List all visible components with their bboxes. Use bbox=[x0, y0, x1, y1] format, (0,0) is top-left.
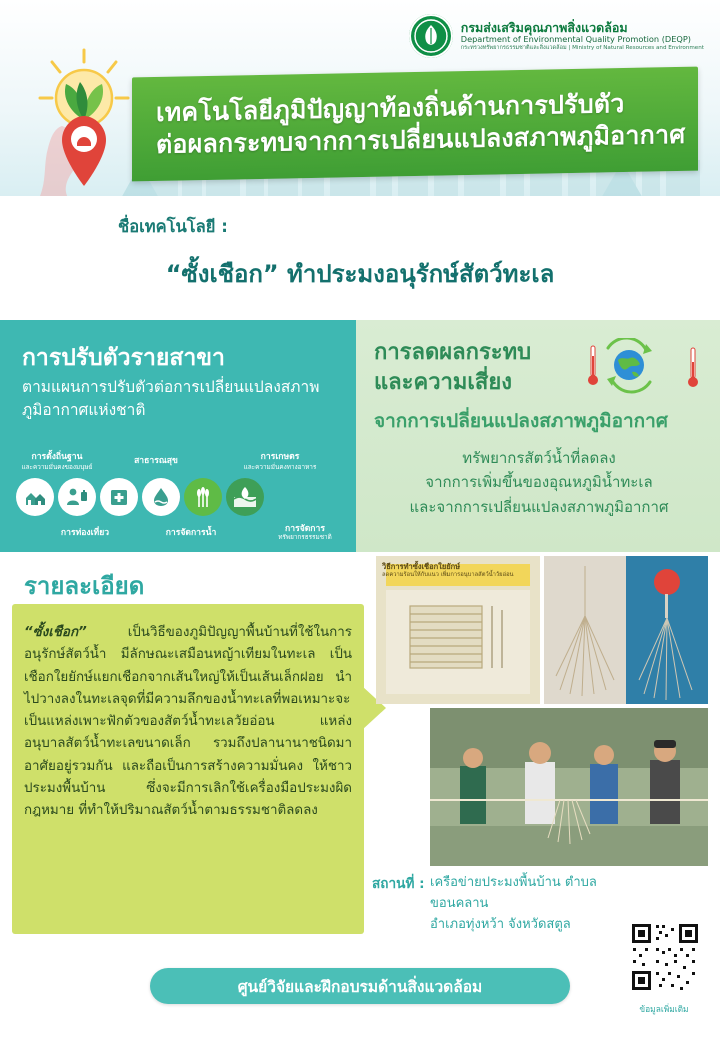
impact-title-line-2: และความเสี่ยง bbox=[374, 369, 512, 395]
qr-code-icon bbox=[629, 921, 701, 993]
impact-panel-body bbox=[374, 446, 704, 519]
detail-body bbox=[24, 622, 352, 822]
settlement-icon[interactable] bbox=[16, 478, 54, 516]
impact-body-line-3: และจากการเปลี่ยนแปลงสภาพภูมิอากาศ bbox=[409, 497, 669, 516]
natural-resource-icon[interactable] bbox=[226, 478, 264, 516]
sector-head-agriculture: การเกษตร และความมั่นคงทางอาหาร bbox=[243, 452, 317, 471]
location-label: สถานที่ : bbox=[372, 876, 425, 892]
header-band bbox=[0, 0, 720, 200]
impact-body-line-1: ทรัพยากรสัตว์น้ำที่ลดลง bbox=[462, 449, 616, 467]
diagram-photo bbox=[376, 556, 540, 704]
earth-climate-icon bbox=[602, 338, 658, 394]
idea-bulb-icon bbox=[22, 42, 142, 192]
icon-caption-natural-resource: การจัดการ ทรัพยากรธรรมชาติ bbox=[278, 524, 332, 542]
technology-name-block bbox=[0, 196, 720, 320]
qr-code[interactable] bbox=[626, 918, 704, 996]
organization-logo bbox=[409, 14, 704, 58]
bottom-strip bbox=[0, 1018, 720, 1040]
org-ministry: กระทรวงทรัพยากรธรรมชาติและสิ่งแวดล้อม | Ministry of Natural Resources and Environment bbox=[460, 44, 704, 51]
icon-caption-water: การจัดการน้ำ bbox=[165, 528, 217, 538]
location-line-1: เครือข่ายประมงพื้นบ้าน ตำบลขอนคลาน bbox=[430, 875, 597, 912]
detail-heading: รายละเอียด bbox=[24, 572, 145, 600]
impact-title-line-1: การลดผลกระทบ bbox=[374, 340, 532, 365]
poster-title bbox=[132, 67, 698, 182]
agriculture-icon[interactable] bbox=[184, 478, 222, 516]
sector-adaptation-panel bbox=[0, 320, 356, 552]
deqp-seal-icon bbox=[409, 14, 453, 58]
rope-photos-group bbox=[544, 556, 708, 704]
fishermen-photo bbox=[430, 708, 708, 866]
footer-text: ศูนย์วิจัยและฝึกอบรมด้านสิ่งแวดล้อม bbox=[237, 977, 483, 996]
detail-body-text: เป็นวิธีของภูมิปัญญาพื้นบ้านที่ใช้ในการอนุรักษ์สัตว์น้ำ มีลักษณะเสมือนหญ้าเทียมในทะเล เป็นเชือกใยยักษ์แยกเชือกจากเส้นใหญ่ให้เป็นเส้นเล็กฝอย นำไปวางลงในทะเลจุดที่มีความลึกของน้ำทะเลที่พอเหมาะจะเป็นแหล่งเพาะฟักตัวของสัตว์น้ำทะเลวัยอ่อน แหล่งอนุบาลสัตว์น้ำทะเลขนาดเล็ก รวมถึงปลานานาชนิดมาอาศัยอยู่รวมกัน และถือเป็นการสร้างความมั่นคง ให้ชาวประมงพื้นบ้าน ซึ่งจะมีการเลิกใช้เครื่องมือประมงผิดกฎหมาย ที่ทำให้ปริมาณสัตว์น้ำตามธรรมชาติลดลง bbox=[24, 625, 352, 818]
detail-emphasis: “ซั้งเชือก” bbox=[24, 625, 87, 640]
sector-panel-subtitle: ตามแผนการปรับตัวต่อการเปลี่ยนแปลงสภาพภูมิอากาศแห่งชาติ bbox=[22, 378, 320, 420]
impact-reduction-panel bbox=[356, 320, 720, 552]
sector-icon-row bbox=[16, 478, 346, 516]
impact-body-line-2: จากการเพิ่มขึ้นของอุณหภูมิน้ำทะเล bbox=[425, 473, 653, 492]
org-name-en: Department of Environmental Quality Promotion (DEQP) bbox=[460, 33, 691, 44]
thermometer-icon-right bbox=[688, 346, 698, 390]
icon-caption-tourism: การท่องเที่ยว bbox=[60, 528, 110, 538]
impact-panel-title bbox=[374, 338, 531, 397]
sector-panel-title: การปรับตัวรายสาขา bbox=[22, 345, 225, 371]
title-line-1: เทคโนโลยีภูมิปัญญาท้องถิ่นด้านการปรับตัว bbox=[156, 88, 625, 127]
org-name-th: กรมส่งเสริมคุณภาพสิ่งแวดล้อม bbox=[460, 19, 628, 35]
qr-caption: ข้อมูลเพิ่มเติม bbox=[639, 1004, 689, 1014]
tourism-icon[interactable] bbox=[58, 478, 96, 516]
title-line-2: ต่อผลกระทบจากการเปลี่ยนแปลงสภาพภูมิอากาศ bbox=[156, 119, 686, 159]
sector-head-health: สาธารณสุข bbox=[134, 456, 178, 466]
thermometer-icon-left bbox=[588, 344, 598, 388]
sector-head-settlement: การตั้งถิ่นฐาน และความมั่นคงของมนุษย์ bbox=[21, 452, 93, 471]
impact-title-line-3: จากการเปลี่ยนแปลงสภาพภูมิอากาศ bbox=[374, 410, 668, 432]
technology-name-value: “ซั้งเชือก” ทำประมงอนุรักษ์สัตว์ทะเล bbox=[165, 260, 555, 288]
diagram-caption: วิธีการทำซั้งเชือกใยยักษ์ ลดความร้อนให้กับแนว เพิ่มการอนุบาลสัตว์น้ำวัยอ่อน bbox=[382, 562, 514, 578]
technology-name-label: ชื่อเทคโนโลยี : bbox=[118, 217, 228, 236]
water-icon[interactable] bbox=[142, 478, 180, 516]
footer-banner bbox=[150, 968, 570, 1004]
location-line-2: อำเภอทุ่งหว้า จังหวัดสตูล bbox=[430, 917, 571, 933]
health-icon[interactable] bbox=[100, 478, 138, 516]
location-value bbox=[430, 872, 610, 935]
